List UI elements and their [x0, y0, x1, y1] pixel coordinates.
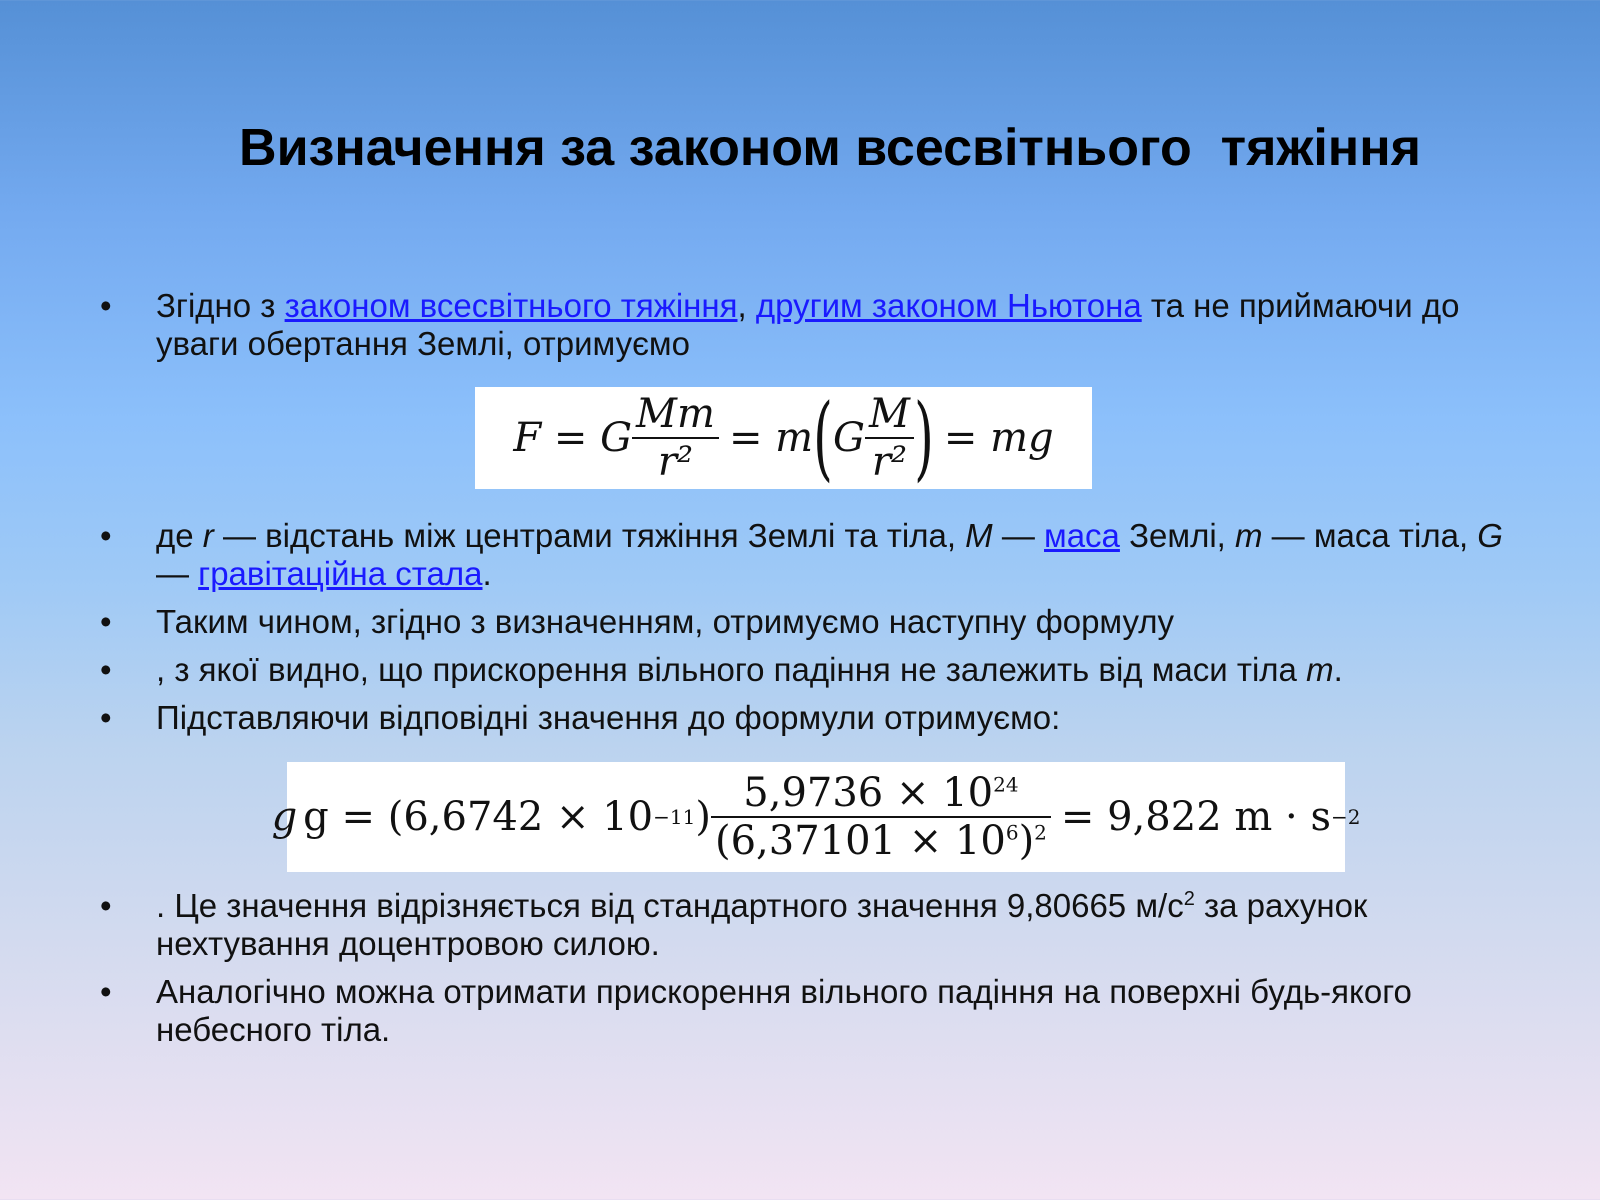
fraction-denominator: r² — [871, 439, 908, 485]
text-span: . — [482, 555, 492, 592]
bullet-marker: • — [100, 603, 112, 640]
exponent: 24 — [993, 772, 1019, 797]
exponent: 2 — [1034, 820, 1047, 845]
bullet-marker: • — [100, 887, 112, 924]
text-span: та не приймаючи до уваги обертання Землі, отримуємо — [156, 287, 1460, 362]
bullet-text — [156, 287, 1520, 363]
fraction-mm-r2 — [632, 391, 719, 485]
formula-g: G — [833, 415, 865, 461]
bullet-marker: • — [100, 699, 112, 736]
close-paren: ) — [695, 794, 711, 840]
right-paren: ) — [914, 384, 934, 491]
link-gravitational-constant[interactable]: гравітаційна стала — [198, 555, 483, 592]
text-span: — маса тіла, — [1262, 517, 1478, 554]
denominator-text: (6,37101 × 10 — [714, 818, 1006, 864]
text-span: . — [1333, 651, 1343, 688]
text-span: — — [156, 555, 199, 592]
text-span: — відстань між центрами тяжіння Землі та тіла, — [213, 517, 966, 554]
formula-lhs: g = (6,6742 × 10 — [303, 794, 654, 840]
formula-rhs: = 9,822 m · s — [1060, 794, 1331, 840]
fraction-denominator: r² — [657, 439, 694, 485]
text-span: Згідно з — [156, 287, 285, 324]
bullet-text: Таким чином, згідно з визначенням, отримуємо наступну формулу — [156, 603, 1175, 640]
bullet-marker: • — [100, 973, 112, 1010]
text-span: , з якої видно, що прискорення вільного падіння не залежить від маси тіла — [156, 651, 1307, 688]
text-span: де — [156, 517, 203, 554]
bullet-text: Підставляючи відповідні значення до формули отримуємо: — [156, 699, 1061, 736]
var-G: G — [1477, 517, 1503, 554]
var-g: g — [271, 794, 298, 840]
bullet-marker: • — [100, 287, 112, 324]
fraction-numerator — [711, 770, 1051, 818]
bullet-text — [156, 651, 1520, 689]
bullet-marker: • — [100, 651, 112, 688]
var-M: M — [965, 517, 993, 554]
bullet-marker: • — [100, 517, 112, 554]
formula-rhs: = mg — [943, 415, 1054, 461]
text-span: за рахунок нехтування доцентровою силою. — [156, 887, 1368, 962]
numerator-text: 5,9736 × 10 — [743, 770, 994, 816]
formula-mid: = m — [728, 415, 814, 461]
exponent: 6 — [1005, 820, 1019, 845]
fraction-numerator: M — [865, 391, 914, 439]
fraction-mass-radius — [711, 770, 1051, 864]
bullet-text — [156, 517, 1520, 593]
formula-lhs: F = G — [513, 415, 633, 461]
left-paren: ( — [813, 384, 833, 491]
bullet-text: Аналогічно можна отримати прискорення вільного падіння на поверхні будь-якого небесного тіла. — [156, 973, 1412, 1048]
fraction-denominator — [711, 818, 1051, 864]
link-newton-second-law[interactable]: другим законом Ньютона — [755, 287, 1142, 324]
fraction-numerator: Mm — [632, 391, 719, 439]
close-paren: ) — [1018, 818, 1035, 864]
formula-g-value: g g = (6,6742 × 10 −11 ) $\frac{5,9736 \times 10^{24}}{(6,37101 \times 10^6)^2}$ = 9,822 m · s −2 — [287, 762, 1345, 872]
var-m: m — [1306, 651, 1334, 688]
slide-title: Визначення за законом всесвітнього тяжіння — [239, 119, 1421, 177]
text-span: , — [737, 287, 756, 324]
link-gravitation-law[interactable]: законом всесвітнього тяжіння — [284, 287, 738, 324]
text-span: Землі, — [1119, 517, 1235, 554]
var-r: r — [202, 517, 214, 554]
formula-force — [475, 384, 1092, 491]
text-span: — — [992, 517, 1045, 554]
link-mass[interactable]: маса — [1044, 517, 1120, 554]
text-span: . Це значення відрізняється від стандартного значення 9,80665 м/с — [156, 887, 1184, 924]
var-m: m — [1235, 517, 1263, 554]
fraction-m-r2 — [865, 391, 914, 485]
bullet-text — [156, 887, 1520, 963]
superscript: 2 — [1183, 888, 1195, 910]
